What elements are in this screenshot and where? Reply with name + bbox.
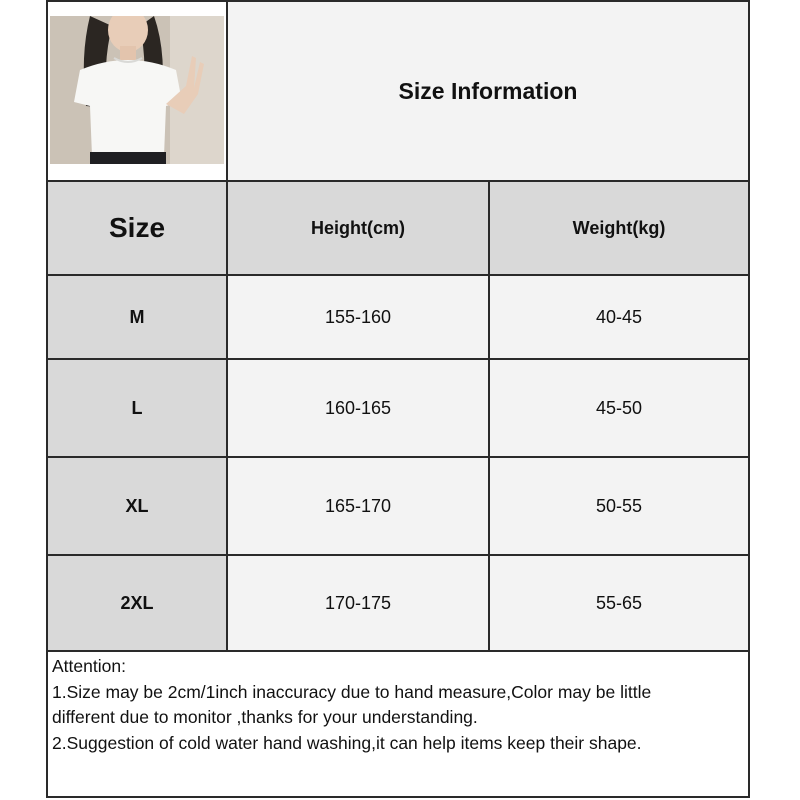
column-header-height: Height(cm) [228, 182, 490, 274]
table-row [48, 556, 748, 652]
column-header-weight: Weight(kg) [490, 182, 748, 274]
notes-line: 2.Suggestion of cold water hand washing,it can help items keep their shape. [52, 732, 642, 753]
notes-heading: Attention: [52, 656, 126, 676]
column-header-size: Size [48, 182, 228, 274]
height-cell: 155-160 [228, 276, 490, 358]
table-row [48, 360, 748, 458]
height-cell: 160-165 [228, 360, 490, 456]
weight-cell: 40-45 [490, 276, 748, 358]
weight-cell: 45-50 [490, 360, 748, 456]
size-cell: L [48, 360, 228, 456]
table-header-row [48, 182, 748, 276]
size-cell: M [48, 276, 228, 358]
weight-cell: 55-65 [490, 556, 748, 650]
product-photo [50, 16, 224, 164]
notes-line: different due to monitor ,thanks for your understanding. [52, 707, 478, 727]
product-photo-cell [48, 2, 228, 180]
table-row [48, 276, 748, 360]
model-in-white-tshirt-image [50, 16, 224, 164]
notes-line: 1.Size may be 2cm/1inch inaccuracy due to hand measure,Color may be little [52, 681, 652, 702]
height-cell: 170-175 [228, 556, 490, 650]
size-cell: 2XL [48, 556, 228, 650]
size-chart-sheet [46, 0, 750, 798]
chart-header [48, 2, 748, 182]
chart-title: Size Information [398, 77, 578, 104]
attention-notes [52, 654, 742, 756]
height-cell: 165-170 [228, 458, 490, 554]
title-cell [228, 2, 748, 180]
size-cell: XL [48, 458, 228, 554]
table-row [48, 458, 748, 556]
weight-cell: 50-55 [490, 458, 748, 554]
